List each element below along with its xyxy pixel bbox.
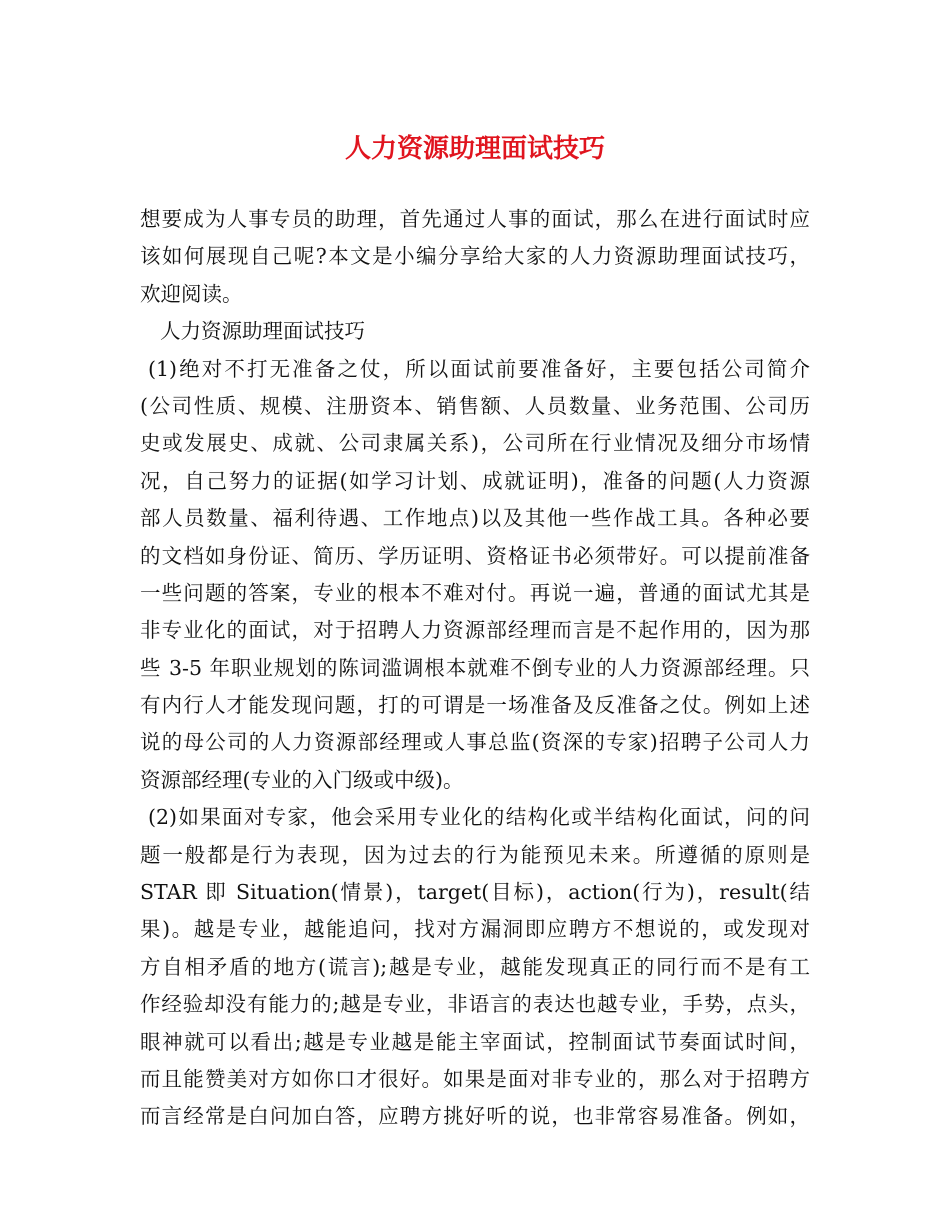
- text-line: 方自相矛盾的地方(谎言);越是专业，越能发现真正的同行而不是有工: [140, 954, 810, 979]
- text-line: 况，自己努力的证据(如学习计划、成就证明)，准备的问题(人力资源: [140, 468, 810, 493]
- text-line: 想要成为人事专员的助理，首先通过人事的面试，那么在进行面试时应: [140, 207, 810, 231]
- text-line: 欢迎阅读。: [140, 281, 243, 306]
- article-body: [140, 201, 810, 1136]
- text-line: 的文档如身份证、简历、学历证明、资格证书必须带好。可以提前准备: [140, 543, 810, 568]
- text-line: 资源部经理(专业的入门级或中级)。: [140, 767, 464, 792]
- text-line: 一些问题的答案，专业的根本不难对付。再说一遍，普通的面试尤其是: [140, 580, 810, 605]
- text-line: 而且能赞美对方如你口才很好。如果是面对非专业的，那么对于招聘方: [140, 1066, 810, 1091]
- page-title: 人力资源助理面试技巧: [344, 134, 605, 164]
- text-line: 该如何展现自己呢?本文是小编分享给大家的人力资源助理面试技巧，: [140, 244, 810, 269]
- text-line: STAR 即 Situation(情景)，target(目标)，action(行为)，result(结: [140, 880, 810, 905]
- text-line: 有内行人才能发现问题，打的可谓是一场准备及反准备之仗。例如上述: [140, 693, 810, 718]
- text-line: 史或发展史、成就、公司隶属关系)，公司所在行业情况及细分市场情: [140, 431, 810, 456]
- text-line: 果)。越是专业，越能追问，找对方漏洞即应聘方不想说的，或发现对: [140, 917, 810, 942]
- text-line: (1)绝对不打无准备之仗，所以面试前要准备好，主要包括公司简介: [148, 356, 810, 381]
- text-line: 而言经常是白问加白答，应聘方挑好听的说，也非常容易准备。例如，: [140, 1104, 810, 1129]
- text-line: (公司性质、规模、注册资本、销售额、人员数量、业务范围、公司历: [140, 393, 810, 418]
- text-line: (2)如果面对专家，他会采用专业化的结构化或半结构化面试，问的问: [148, 805, 810, 830]
- text-line: 眼神就可以看出;越是专业越是能主宰面试，控制面试节奏面试时间，: [140, 1029, 810, 1054]
- text-line: 部人员数量、福利待遇、工作地点)以及其他一些作战工具。各种必要: [140, 506, 810, 531]
- text-line: 作经验却没有能力的;越是专业，非语言的表达也越专业，手势，点头，: [140, 992, 810, 1017]
- text-line: 题一般都是行为表现，因为过去的行为能预见未来。所遵循的原则是: [140, 842, 810, 867]
- text-line: 非专业化的面试，对于招聘人力资源部经理而言是不起作用的，因为那: [140, 618, 810, 643]
- text-line: 说的母公司的人力资源部经理或人事总监(资深的专家)招聘子公司人力: [140, 730, 810, 755]
- section-heading: 人力资源助理面试技巧: [160, 319, 365, 344]
- text-line: 些 3-5 年职业规划的陈词滥调根本就难不倒专业的人力资源部经理。只: [140, 655, 810, 680]
